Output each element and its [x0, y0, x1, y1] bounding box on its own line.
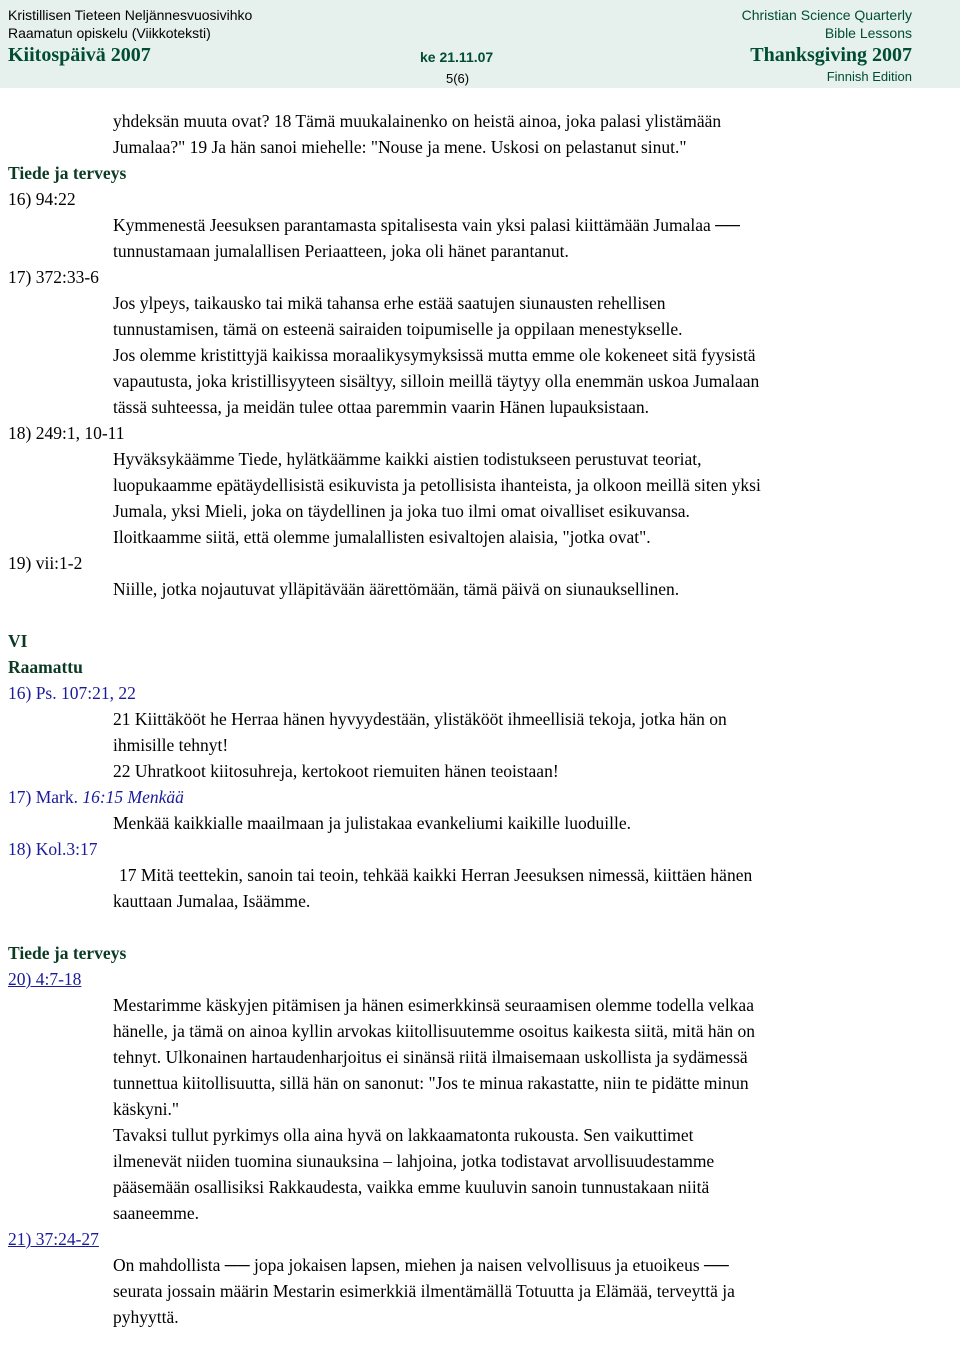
- text-line: Jos olemme kristittyjä kaikissa moraalikysymyksissä mutta emme ole kokeneet sitä fyysistä: [113, 345, 756, 365]
- header-publication-en: Christian Science Quarterly: [741, 7, 912, 23]
- text-line: Jos ylpeys, taikausko tai mikä tahansa erhe estää saatujen siunausten rehellisen: [113, 293, 666, 313]
- text-line: yhdeksän muuta ovat? 18 Tämä muukalainenko on heistä ainoa, joka palasi ylistämään: [113, 111, 722, 131]
- text-line: tunnustamisen, tämä on esteenä sairaiden toipumiselle ja oppilaan menestykselle.: [113, 319, 683, 339]
- citation-reference: 18) 249:1, 10-11: [8, 423, 125, 443]
- header-publication: Kristillisen Tieteen Neljännesvuosivihko: [8, 7, 253, 23]
- citation-reference: 21) 37:24-27: [8, 1229, 99, 1249]
- text-line: tehnyt. Ulkonainen hartaudenharjoitus ei sinänsä riitä ilmaisemaan uskollista ja sydämessä: [113, 1047, 748, 1067]
- page-number: 5(6): [446, 71, 470, 86]
- section-heading: Tiede ja terveys: [8, 163, 127, 183]
- text-line: pääsemään osallisiksi Rakkaudesta, vaikka emme kuuluvin sanoin tunnustakaan niitä: [113, 1177, 710, 1197]
- header-subtitle-en: Bible Lessons: [824, 25, 912, 41]
- text-line: Tavaksi tullut pyrkimys olla aina hyvä on lakkaamatonta rukousta. Sen vaikuttimet: [113, 1125, 694, 1145]
- citation-italic: 16:15 Menkää: [82, 787, 184, 807]
- text-line: seurata jossain määrin Mestarin esimerkkiä ilmentämällä Totuutta ja Elämää, terveyttä ja: [113, 1281, 735, 1301]
- text-line: kauttaan Jumalaa, Isäämme.: [113, 891, 311, 911]
- text-line: luopukaamme epätäydellisistä esikuvista ja petollisista ihanteista, ja olkoon meillä siten yksi: [113, 475, 761, 495]
- text-line: Hyväksykäämme Tiede, hylätkäämme kaikki aistien todistukseen perustuvat teoriat,: [113, 449, 702, 469]
- text-line: 17 Mitä teettekin, sanoin tai teoin, tehkää kaikki Herran Jeesuksen nimessä, kiittäen hänen: [119, 865, 753, 885]
- header-title-en: Thanksgiving 2007: [750, 44, 912, 66]
- text-line: tunnustamaan jumalallisen Periaatteen, joka oli hänet parantanut.: [113, 241, 569, 261]
- header-title: Kiitospäivä 2007: [8, 44, 151, 66]
- text-line: Menkää kaikkialle maailmaan ja julistakaa evankeliumi kaikille luoduille.: [113, 813, 632, 833]
- text-line: Jumala, yksi Mieli, joka on täydellinen ja joka tuo ilmi omat oivalliset esikuvansa.: [113, 501, 690, 521]
- text-line: saaneemme.: [113, 1203, 199, 1223]
- text-line: vapautusta, joka kristillisyyteen sisältyy, silloin meillä täytyy olla enemmän uskoa Jumalaan: [113, 371, 760, 391]
- text-line: Kymmenestä Jeesuksen parantamasta spitalisesta vain yksi palasi kiittämään Jumalaa ──: [113, 215, 740, 235]
- section-heading: Tiede ja terveys: [8, 943, 127, 963]
- text-line: Jumalaa?" 19 Ja hän sanoi miehelle: "Nouse ja mene. Uskosi on pelastanut sinut.": [113, 137, 687, 157]
- text-line: 22 Uhratkoot kiitosuhreja, kertokoot riemuiten hänen teoistaan!: [113, 761, 559, 781]
- text-line: hänelle, ja tämä on ainoa kyllin arvokas kiitollisuutemme osoitus kaikesta siitä, mitä hän on: [113, 1021, 756, 1041]
- lesson-content: [0, 108, 960, 1330]
- text-line: käskyni.": [113, 1099, 179, 1119]
- text-line: Niille, jotka nojautuvat ylläpitävään äärettömään, tämä päivä on siunauksellinen.: [113, 579, 680, 599]
- header-subtitle: Raamatun opiskelu (Viikkoteksti): [8, 25, 211, 41]
- text-line: tässä suhteessa, ja meidän tulee ottaa paremmin vaarin Hänen lupauksistaan.: [113, 397, 649, 417]
- citation-reference: 17) 372:33-6: [8, 267, 99, 287]
- citation-reference: 16) 94:22: [8, 189, 76, 209]
- citation-reference: 18) Kol.3:17: [8, 839, 98, 859]
- citation-prefix: 17) Mark.: [8, 787, 83, 807]
- text-line: Mestarimme käskyjen pitämisen ja hänen esimerkkinsä seuraamisen olemme todella velkaa: [113, 995, 754, 1015]
- text-line: On mahdollista ── jopa jokaisen lapsen, miehen ja naisen velvollisuus ja etuoikeus ──: [113, 1255, 729, 1275]
- section-heading: Raamattu: [8, 657, 83, 677]
- citation-reference: [0, 784, 960, 810]
- citation-reference: 20) 4:7-18: [8, 969, 82, 989]
- header-date: ke 21.11.07: [420, 49, 494, 65]
- page-header: [0, 0, 960, 88]
- header-center: [420, 44, 493, 88]
- text-line: pyhyyttä.: [113, 1307, 179, 1327]
- header-right: [742, 6, 912, 86]
- citation-reference: 19) vii:1-2: [8, 553, 83, 573]
- spacer: [0, 914, 960, 940]
- citation-reference: 16) Ps. 107:21, 22: [8, 683, 136, 703]
- text-line: 21 Kiittäkööt he Herraa hänen hyvyydestään, ylistäkööt ihmeellisiä tekoja, jotka hän on: [113, 709, 727, 729]
- spacer: [0, 602, 960, 628]
- text-line: Iloitkaamme siitä, että olemme jumalallisten esivaltojen alaisia, "jotka ovat".: [113, 527, 651, 547]
- header-left: [8, 6, 252, 68]
- section-heading: VI: [8, 631, 28, 651]
- text-line: ilmenevät niiden tuomina siunauksina – lahjoina, jotka todistavat arvollisuudestamme: [113, 1151, 715, 1171]
- text-line: ihmisille tehnyt!: [113, 735, 229, 755]
- header-edition: Finnish Edition: [826, 69, 912, 84]
- text-line: tunnettua kiitollisuutta, sillä hän on sanonut: "Jos te minua rakastatte, niin te pidätte minun: [113, 1073, 749, 1093]
